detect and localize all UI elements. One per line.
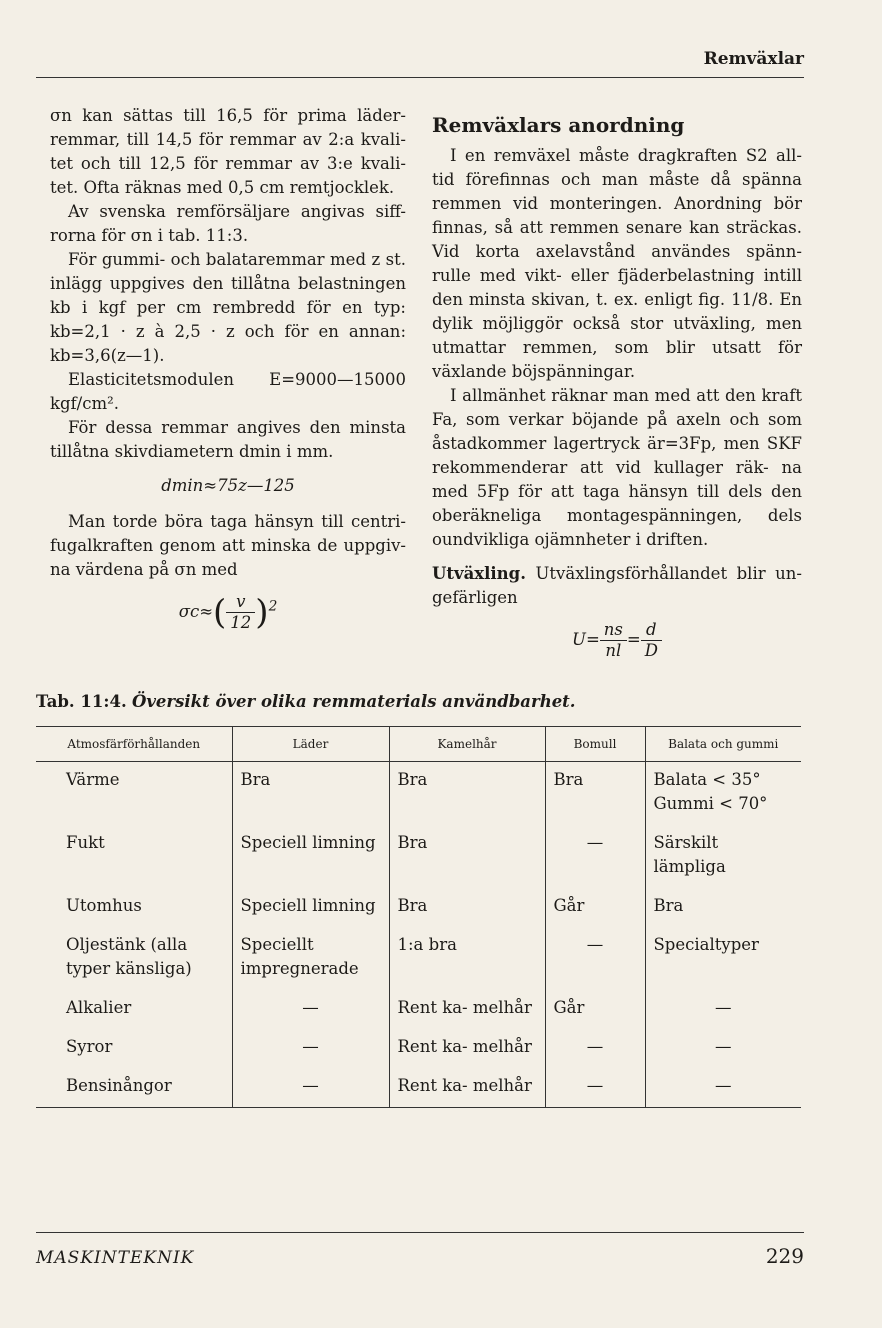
table-cell: Rent ka- melhår bbox=[389, 990, 545, 1029]
table-cell: Speciellt impregnerade bbox=[232, 927, 389, 990]
table-caption bbox=[36, 692, 576, 711]
formula-ratio: U= $\frac{ns}{nl}$ = $\frac{d}{D}$ bbox=[432, 620, 802, 661]
table-cell: Går bbox=[545, 888, 645, 927]
table-label: Tab. 11:4. bbox=[36, 692, 127, 711]
table-cell: Alkalier bbox=[66, 998, 132, 1017]
header-rule bbox=[36, 77, 804, 78]
paragraph: σn kan sättas till 16,5 för prima läder- remmar, till 14,5 för remmar av 2:a kvali- tet och till 12,5 för remmar av 3:e kvali- tet. Ofta räknas med 0,5 cm remtjocklek. bbox=[50, 106, 406, 197]
paragraph: I allmänhet räknar man med att den kraft Fa, som verkar böjande på axeln och som åstadkommer lagertryck är=3Fp, men SKF rekommenderar att vid kullager räk- na med 5Fp för att taga hänsyn till dels den oberäkneliga montagespänningen, dels oundvikliga ojämnheter i driften. bbox=[432, 386, 802, 549]
table-cell: — bbox=[545, 825, 645, 888]
table-cell: Specialtyper bbox=[645, 927, 801, 990]
paragraph: För dessa remmar angives den minsta tillåtna skivdiametern dmin i mm. bbox=[50, 418, 406, 461]
paragraph: Av svenska remförsäljare angivas siff- rorna för σn i tab. 11:3. bbox=[50, 202, 406, 245]
table-cell: Balata < 35° Gummi < 70° bbox=[645, 762, 801, 826]
fraction: $\frac{v}{12}$ bbox=[226, 592, 255, 633]
table-cell: Utomhus bbox=[66, 896, 142, 915]
table-cell: — bbox=[645, 1068, 801, 1108]
table-cell: Bensinångor bbox=[66, 1076, 172, 1095]
table-cell: — bbox=[232, 1029, 389, 1068]
formula-lhs: σc≈ bbox=[178, 602, 214, 621]
table-cell: Går bbox=[545, 990, 645, 1029]
table-cell: Bra bbox=[389, 825, 545, 888]
table-title: Översikt över olika remmaterials användbarhet. bbox=[131, 692, 576, 711]
column-header: Bomull bbox=[545, 727, 645, 762]
table-cell: — bbox=[545, 1029, 645, 1068]
paragraph: Elasticitetsmodulen E=9000—15000 kgf/cm². bbox=[50, 370, 406, 413]
fraction: $\frac{d}{D}$ bbox=[641, 620, 662, 661]
fraction: $\frac{ns}{nl}$ bbox=[600, 620, 627, 661]
table-cell: — bbox=[232, 990, 389, 1029]
table-row bbox=[36, 927, 801, 990]
paragraph-utvaxling: Utväxling. Utväxlingsförhållandet blir un- gefärligen bbox=[432, 564, 802, 607]
table-cell: Fukt bbox=[66, 833, 105, 852]
table-row bbox=[36, 888, 801, 927]
table-cell: Bra bbox=[389, 888, 545, 927]
material-table bbox=[36, 726, 801, 1108]
table-cell: Speciell limning bbox=[232, 888, 389, 927]
table-cell: Rent ka- melhår bbox=[389, 1029, 545, 1068]
formula-sigma-c: σc≈( $\frac{v}{12}$ )$^2$ bbox=[178, 592, 278, 633]
column-header: Läder bbox=[232, 727, 389, 762]
table-cell: Bra bbox=[645, 888, 801, 927]
table-header-row bbox=[36, 727, 801, 762]
paragraph: Man torde böra taga hänsyn till centri- fugalkraften genom att minska de uppgiv- na värdena på σn med bbox=[50, 512, 406, 579]
right-column bbox=[432, 104, 802, 673]
table-cell: Bra bbox=[545, 762, 645, 826]
left-column bbox=[50, 104, 406, 645]
exponent: 2 bbox=[268, 598, 278, 615]
table-cell: Rent ka- melhår bbox=[389, 1068, 545, 1108]
table-cell: 1:a bra bbox=[389, 927, 545, 990]
runin-heading: Utväxling. bbox=[432, 564, 526, 583]
table-row bbox=[36, 762, 801, 826]
formula-dmin: dmin≈75z—125 bbox=[161, 476, 295, 495]
table-cell: — bbox=[645, 1029, 801, 1068]
table-cell: Syror bbox=[66, 1037, 113, 1056]
table-cell: Speciell limning bbox=[232, 825, 389, 888]
running-title: Remväxlar bbox=[703, 49, 804, 69]
footer-book-title: MASKINTEKNIK bbox=[36, 1248, 195, 1268]
column-header: Balata och gummi bbox=[645, 727, 801, 762]
table-row bbox=[36, 1029, 801, 1068]
table-cell: Oljestänk (alla typer känsliga) bbox=[66, 935, 192, 978]
table-cell: Särskilt lämpliga bbox=[645, 825, 801, 888]
table-cell: — bbox=[645, 990, 801, 1029]
table-row bbox=[36, 1068, 801, 1108]
paragraph: I en remväxel måste dragkraften S2 all- tid förefinnas och man måste då spänna remmen vid monteringen. Anordning bör finnas, så att remmen senare kan sträckas. Vid korta axelavstånd användes spänn- rulle med vikt- eller fjäderbelastning intill den minsta skivan, t. ex. enligt fig. 11/8. En dylik möjliggör också stor utväxling, men utmattar remmen, som blir utsatt för växlande böjspänningar. bbox=[432, 146, 802, 381]
table-row bbox=[36, 825, 801, 888]
table-cell: Bra bbox=[232, 762, 389, 826]
table-cell: Värme bbox=[66, 770, 120, 789]
column-header: Kamelhår bbox=[389, 727, 545, 762]
table-row bbox=[36, 990, 801, 1029]
table-cell: — bbox=[545, 927, 645, 990]
table-cell: Bra bbox=[389, 762, 545, 826]
page-number: 229 bbox=[765, 1244, 804, 1268]
section-title: Remväxlars anordning bbox=[432, 113, 685, 137]
column-header: Atmosfärförhållanden bbox=[36, 727, 232, 762]
paragraph: För gummi- och balataremmar med z st. inlägg uppgives den tillåtna belastningen kb i kgf per cm rembredd för en typ: kb=2,1 · z à 2,5 · z och för en annan: kb=3,6(z—1). bbox=[50, 250, 406, 365]
table-cell: — bbox=[232, 1068, 389, 1108]
footer-rule bbox=[36, 1232, 804, 1233]
table-cell: — bbox=[545, 1068, 645, 1108]
